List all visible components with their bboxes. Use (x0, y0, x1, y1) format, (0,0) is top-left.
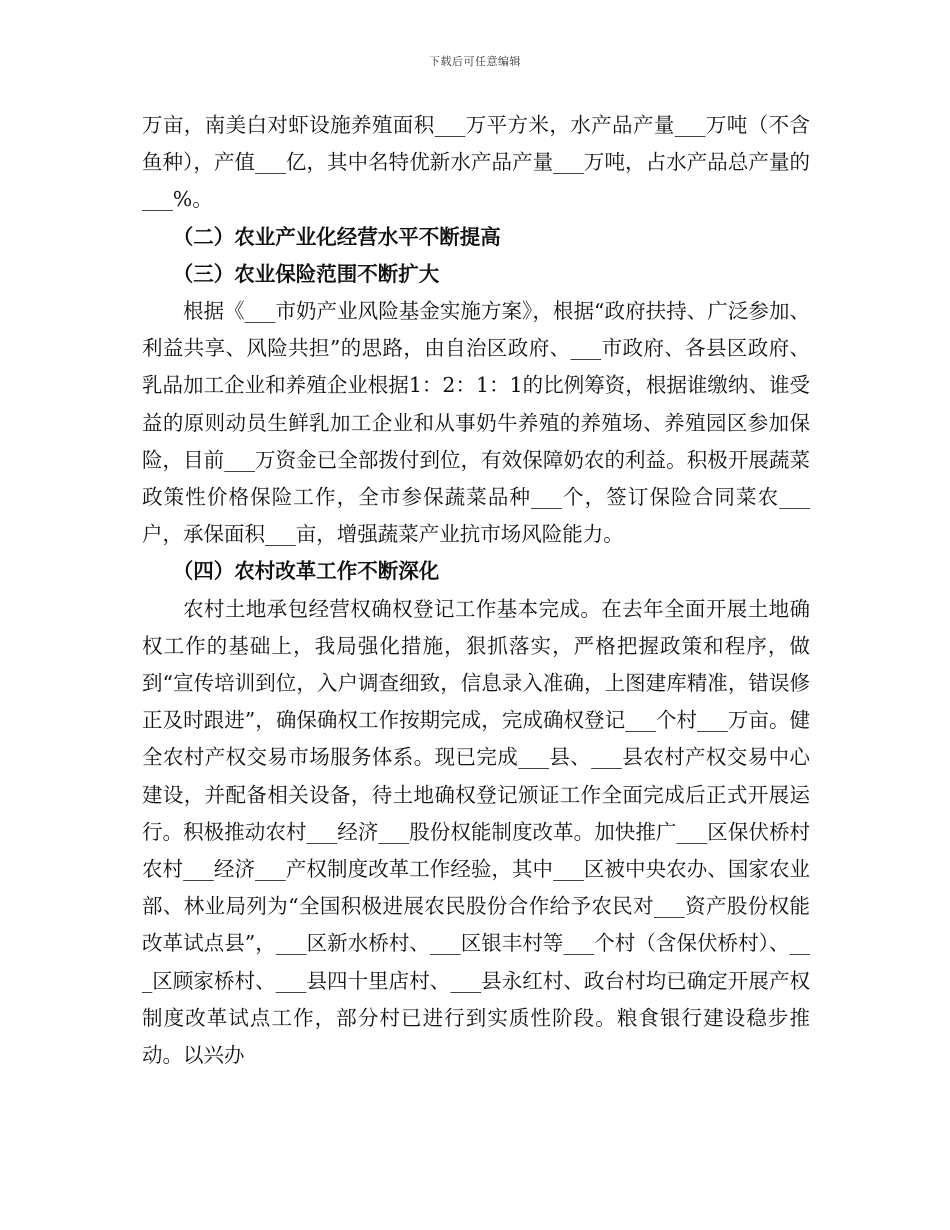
section-heading-4: （四）农村改革工作不断深化 (172, 559, 440, 584)
paragraph-continued: 万亩，南美白对虾设施养殖面积___万平方米，水产品产量___万吨（不含鱼种），产值___亿，其中名特优新水产品产量___万吨，占水产品总产量的___%。 (142, 113, 810, 212)
section-heading-2: （二）农业产业化经营水平不断提高 (172, 224, 501, 249)
paragraph-reform: 农村土地承包经营权确权登记工作基本完成。在去年全面开展土地确权工作的基础上，我局强化措施，狠抓落实，严格把握政策和程序，做到“宣传培训到位，入户调查细致，信息录入准确，上图建库精准，错误修正及时跟进”，确保确权工作按期完成，完成确权登记___个村___万亩。健全农村产权交易市场服务体系。现已完成___县、___县农村产权交易中心建设，并配备相关设备，待土地确权登记颁证工作全面完成后正式开展运行。积极推动农村___经济___股份权能制度改革。加快推广___区保伏桥村农村___经济___产权制度改革工作经验，其中___区被中央农办、国家农业部、林业局列为“全国积极进展农民股份合作给予农民对___资产股份权能改革试点县”，___区新水桥村、___区银丰村等___个村（含保伏桥村）、___区顾家桥村、___县四十里店村、___县永红村、政台村均已确定开展产权制度改革试点工作，部分村已进行到实质性阶段。粮食银行建设稳步推动。以兴办 (142, 596, 810, 1068)
section-heading-3: （三）农业保险范围不断扩大 (172, 261, 440, 286)
document-body (142, 107, 810, 1074)
paragraph-insurance: 根据《___市奶产业风险基金实施方案》，根据“政府扶持、广泛参加、利益共享、风险共担”的思路，由自治区政府、___市政府、各县区政府、乳品加工企业和养殖企业根据1：2：1：1的比例筹资，根据谁缴纳、谁受益的原则动员生鲜乳加工企业和从事奶牛养殖的养殖场、养殖园区参加保险，目前___万资金已全部拨付到位，有效保障奶农的利益。积极开展蔬菜政策性价格保险工作，全市参保蔬菜品种___个，签订保险合同菜农___户，承保面积___亩，增强蔬菜产业抗市场风险能力。 (142, 299, 810, 547)
page-header: 下载后可任意编辑 (429, 55, 521, 68)
